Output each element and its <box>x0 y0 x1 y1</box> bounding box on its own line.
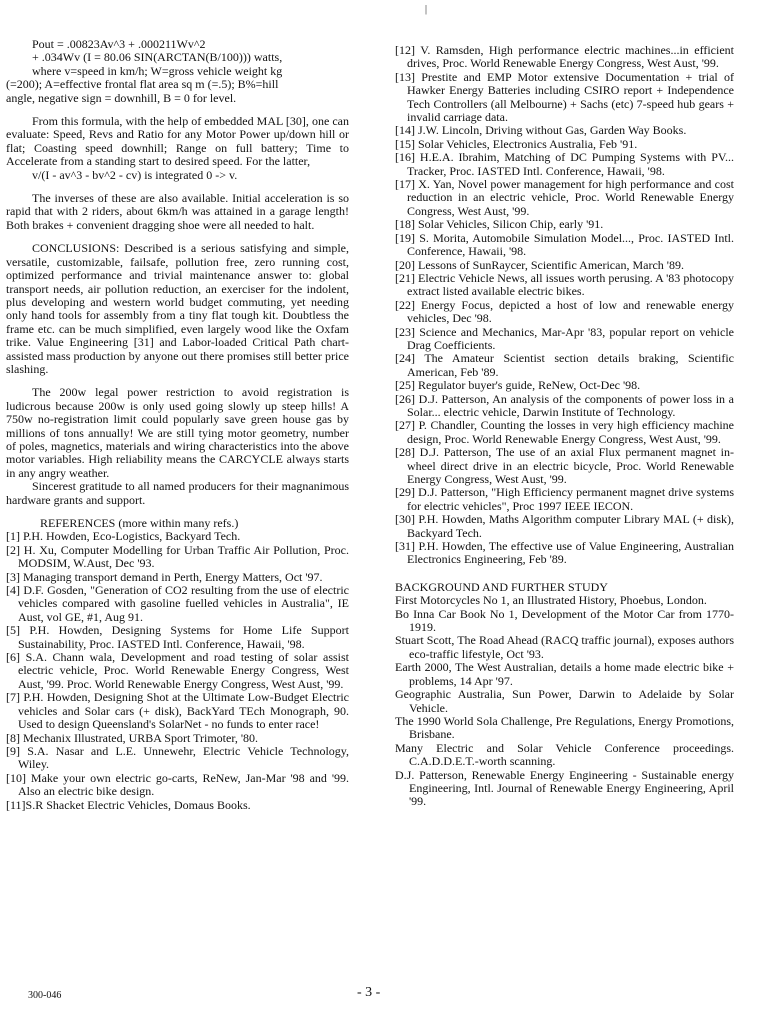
background-list <box>395 594 734 809</box>
page-number: - 3 - <box>357 985 381 1000</box>
reference-item: [24] The Amateur Scientist section details braking, Scientific American, Feb '89. <box>395 351 734 379</box>
reference-item: [17] X. Yan, Novel power management for high performance and cost reduction in an electric vehicle, Proc. World Renewable Energy Congress, West Aust, '99. <box>395 177 734 218</box>
reference-item: [30] P.H. Howden, Maths Algorithm computer Library MAL (+ disk), Backyard Tech. <box>395 512 734 540</box>
reference-item: [11]S.R Shacket Electric Vehicles, Domaus Books. <box>6 797 251 812</box>
background-item: The 1990 World Sola Challenge, Pre Regulations, Energy Promotions, Brisbane. <box>395 713 734 742</box>
formula-line: (=200); A=effective frontal flat area sq m (=.5); B%=hill <box>6 77 279 92</box>
reference-item: [9] S.A. Nasar and L.E. Unnewehr, Electric Vehicle Technology, Wiley. <box>6 743 349 772</box>
references-heading: REFERENCES (more within many refs.) <box>40 516 239 530</box>
formula-line: where v=speed in km/h; W=gross vehicle weight kg <box>32 63 283 78</box>
reference-item: [23] Science and Mechanics, Mar-Apr '83, popular report on vehicle Drag Coefficients. <box>395 324 734 352</box>
reference-item: [1] P.H. Howden, Eco-Logistics, Backyard Tech. <box>6 529 241 544</box>
reference-item: [3] Managing transport demand in Perth, Energy Matters, Oct '97. <box>6 569 323 584</box>
paragraph-integral: v/(I - av^3 - bv^2 - cv) is integrated 0 -> v. <box>32 167 238 182</box>
paragraph-inverses: The inverses of these are also available. Initial acceleration is so rapid that with 2 riders, about 6km/h was attained in a garage length! Both brakes + convenient dragging shoe were all needed to halt. <box>6 191 349 232</box>
reference-item: [13] Prestite and EMP Motor extensive Documentation + trial of Hawker Energy Batteries including CSIRO report + Independence Tech Controllers (all Melbourne) + Sachs (etc) 7-speed hub gears + invalid carriage data. <box>395 69 734 125</box>
background-heading: BACKGROUND AND FURTHER STUDY <box>395 579 608 594</box>
reference-item: [16] H.E.A. Ibrahim, Matching of DC Pumping Systems with PV... Tracker, Proc. IASTED Intl. Conference, Hawaii, '98. <box>395 150 734 178</box>
left-column <box>6 38 349 812</box>
reference-item: [6] S.A. Chann wala, Development and road testing of solar assist electric vehicle, Proc. World Renewable Energy Congress, West Aust, '99. Proc. World Renewable Energy Congress, West Aust, '99. <box>6 650 349 691</box>
reference-item: [25] Regulator buyer's guide, ReNew, Oct-Dec '98. <box>395 378 641 393</box>
background-item: First Motorcycles No 1, an Illustrated History, Phoebus, London. <box>395 593 707 608</box>
reference-item: [5] P.H. Howden, Designing Systems for Home Life Support Sustainability, Proc. IASTED Intl. Conference, Hawaii, '98. <box>6 623 349 651</box>
background-item: Many Electric and Solar Vehicle Conference proceedings. C.A.D.D.E.T.-worth scanning. <box>395 740 734 769</box>
reference-item: [4] D.F. Gosden, "Generation of CO2 resulting from the use of electric vehicles compared with gasoline fuelled vehicles in Australia", IE Aust, vol GE, #1, Aug 91. <box>6 583 349 624</box>
reference-item: [8] Mechanix Illustrated, URBA Sport Trimoter, '80. <box>6 730 258 745</box>
reference-item: [19] S. Morita, Automobile Simulation Model..., Proc. IASTED Intl. Conference, Hawaii, '98. <box>395 230 734 259</box>
reference-item: [26] D.J. Patterson, An analysis of the components of power loss in a Solar... electric vehicle, Darwin Institute of Technology. <box>395 391 734 419</box>
reference-item: [15] Solar Vehicles, Electronics Australia, Feb '91. <box>395 136 638 151</box>
reference-item: [20] Lessons of SunRaycer, Scientific American, March '89. <box>395 257 684 272</box>
paragraph-formula-use: From this formula, with the help of embedded MAL [30], one can evaluate: Speed, Revs and Ratio for any Motor Power up/down hill or flat; Coasting speed downhill; Range on full battery; Time to Accelerate from a standing start to desired speed. For the latter, <box>6 114 349 169</box>
background-item: D.J. Patterson, Renewable Energy Engineering - Sustainable energy Engineering, Intl. Journal of Renewable Energy Engineering, April '99. <box>395 767 734 809</box>
power-formula <box>6 38 349 105</box>
reference-item: [27] P. Chandler, Counting the losses in very high efficiency machine design, Proc. World Renewable Energy Congress, West Aust, '99. <box>395 418 734 446</box>
reference-item: [7] P.H. Howden, Designing Shot at the Ultimate Low-Budget Electric vehicles and Solar cars (+ disk), BackYard TEch Monograph, 90. Used to design Queensland's SolarNet - no funds to enter race! <box>6 690 349 732</box>
reference-list-continued <box>395 44 734 567</box>
reference-item: [2] H. Xu, Computer Modelling for Urban Traffic Air Pollution, Proc. MODSIM, W.Aust, Dec '93. <box>6 542 349 571</box>
background-item: Bo Inna Car Book No 1, Development of the Motor Car from 1770-1919. <box>395 606 734 635</box>
top-mark: | <box>425 4 428 15</box>
reference-item: [21] Electric Vehicle News, all issues worth perusing. A '83 photocopy extract listed available electric bikes. <box>395 270 734 299</box>
background-item: Geographic Australia, Sun Power, Darwin to Adelaide by Solar Vehicle. <box>395 687 734 715</box>
paragraph-gratitude: Sincerest gratitude to all named producers for their magnanimous hardware grants and support. <box>6 479 349 507</box>
reference-item: [28] D.J. Patterson, The use of an axial Flux permanent magnet in-wheel direct drive in an electric bicycle, Proc. World Renewable Energy Congress, West Aust, '99. <box>395 445 734 486</box>
reference-item: [10] Make your own electric go-carts, ReNew, Jan-Mar '98 and '99. Also an electric bike design. <box>6 770 349 799</box>
right-column <box>395 44 734 809</box>
paragraph-conclusions: CONCLUSIONS: Described is a serious satisfying and simple, versatile, customizable, failsafe, pollution free, zero running cost, optimized performance and trivial maintenance answer to: global transport needs, air pollution reduction, an exerciser for the indolent, plus developing and western world budget commuting, yet needing only hand tools for assembly from a tiny flat tough kit. Doubtless the frame etc. can be much simplified, even largely wood like the Oxfam trike. Value Engineering [31] and Labor-loaded Critical Path chart-assisted mass production by anyone out there promises still better price slashing. <box>6 241 349 376</box>
reference-item: [31] P.H. Howden, The effective use of Value Engineering, Australian Electronics Engineering, Feb '89. <box>395 539 734 567</box>
reference-item: [12] V. Ramsden, High performance electric machines...in efficient drives, Proc. World Renewable Energy Congress, West Aust, '99. <box>395 43 734 71</box>
background-item: Earth 2000, The West Australian, details a home made electric bike + problems, 14 Apr '97. <box>395 660 734 688</box>
document-code: 300-046 <box>28 990 62 1001</box>
reference-item: [18] Solar Vehicles, Silicon Chip, early '91. <box>395 217 604 232</box>
formula-line: + .034Wv (I = 80.06 SIN(ARCTAN(B/100))) watts, <box>32 50 283 65</box>
paragraph-200w: The 200w legal power restriction to avoid registration is ludicrous because 200w is only used going slowly up steep hills! A 750w no-registration limit could popularly save green house gas by millions of tons annually! We are still tying motor geometry, number of poles, magnetics, materials and wiring characteristics into the above motor variables. High reliability means the CARCYCLE always starts in any angry weather. <box>6 385 349 480</box>
reference-list <box>6 530 349 812</box>
reference-item: [14] J.W. Lincoln, Driving without Gas, Garden Way Books. <box>395 123 687 138</box>
reference-item: [29] D.J. Patterson, "High Efficiency permanent magnet drive systems for electric vehicles", Proc 1997 IEEE IECON. <box>395 485 734 513</box>
formula-line: Pout = .00823Av^3 + .000211Wv^2 <box>32 37 206 51</box>
background-item: Stuart Scott, The Road Ahead (RACQ traffic journal), exposes authors eco-traffic lifestyle, Oct '93. <box>395 633 734 661</box>
formula-line: angle, negative sign = downhill, B = 0 for level. <box>6 90 237 105</box>
reference-item: [22] Energy Focus, depicted a host of low and renewable energy vehicles, Dec '98. <box>395 297 734 326</box>
